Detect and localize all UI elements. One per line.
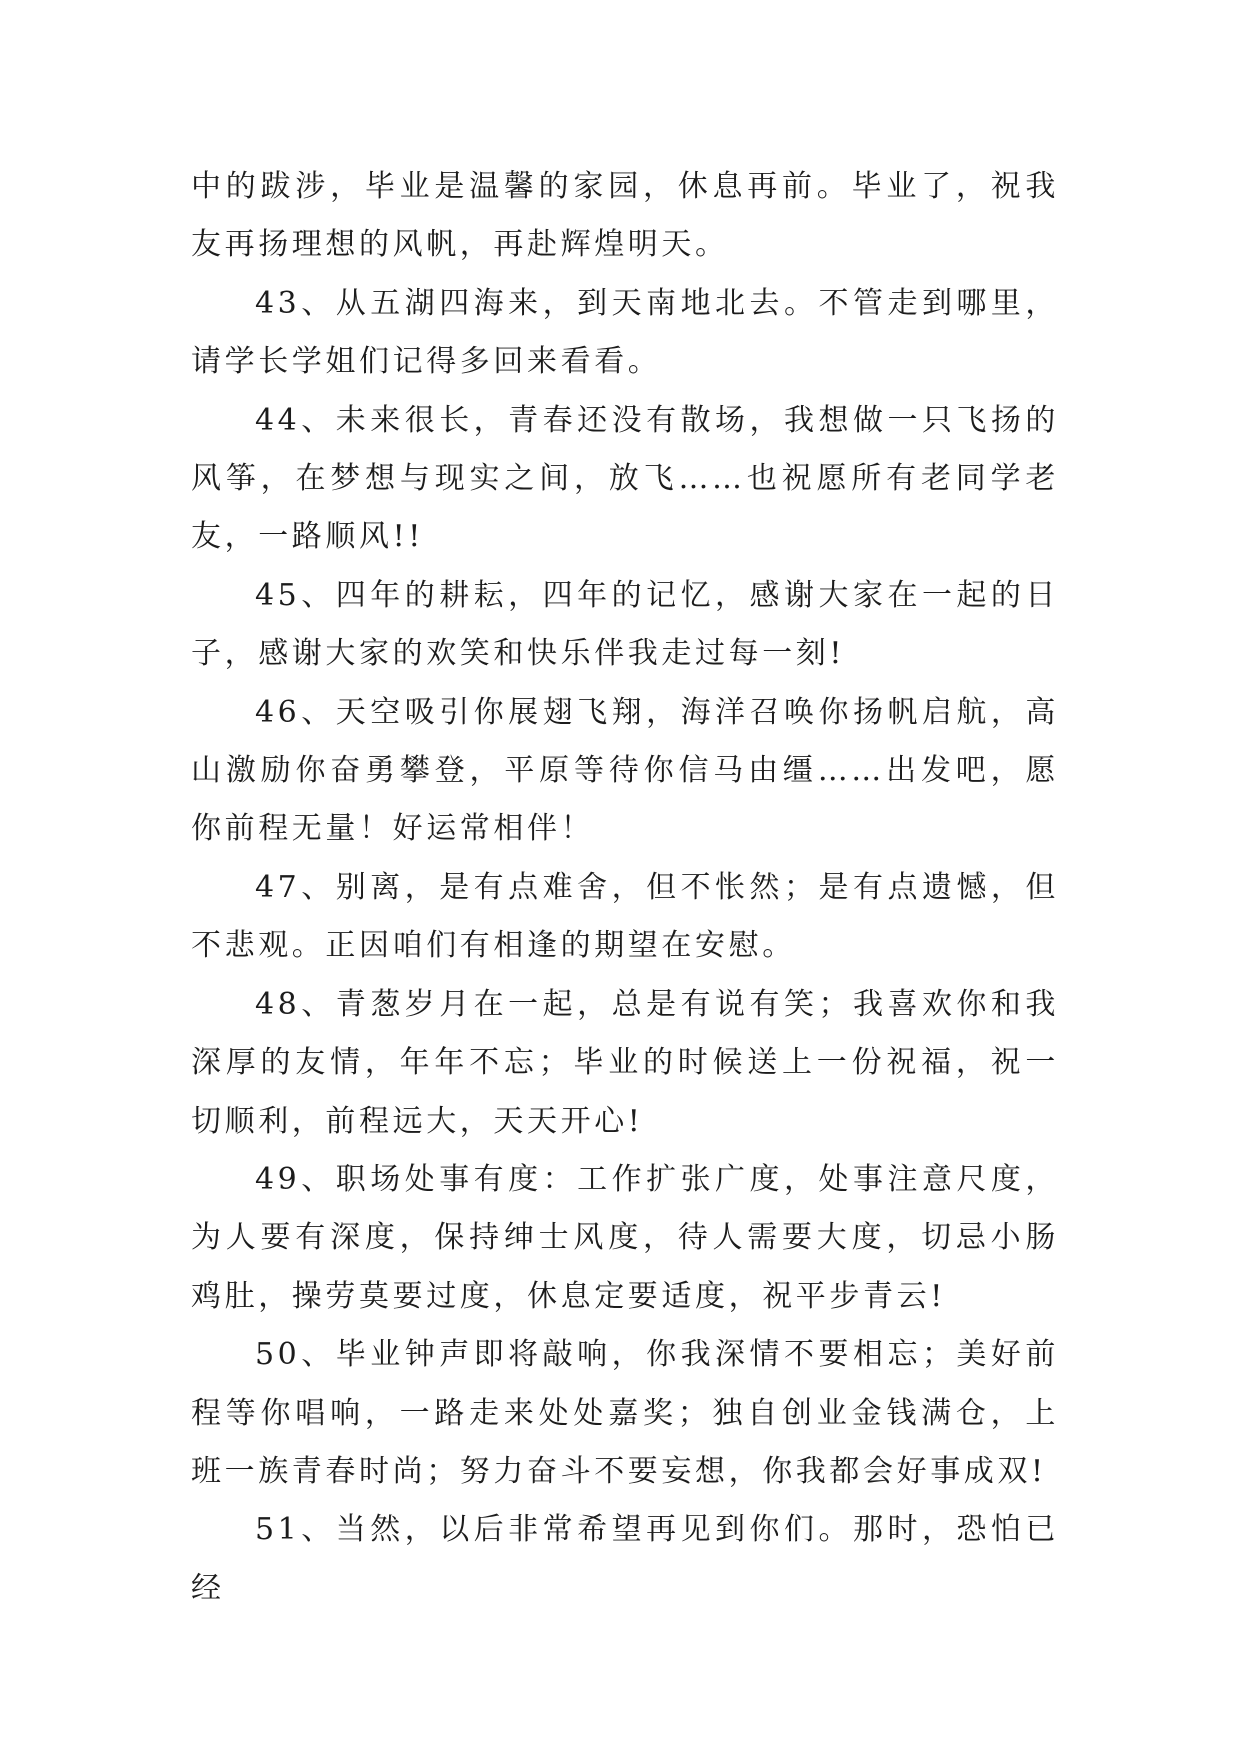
paragraph-51: 51、当然，以后非常希望再见到你们。那时，恐怕已经 [191,1512,1059,1606]
paragraph-47: 47、别离，是有点难舍，但不怅然；是有点遗憾，但不悲观。正因咱们有相逢的期望在安慰。 [191,869,1059,964]
paragraph-48: 48、青葱岁月在一起，总是有说有笑；我喜欢你和我深厚的友情，年年不忘；毕业的时候送上一份祝福，祝一切顺利，前程远大，天天开心! [191,986,1059,1139]
paragraph-49: 49、职场处事有度：工作扩张广度，处事注意尺度，为人要有深度，保持绅士风度，待人需要大度，切忌小肠鸡肚，操劳莫要过度，休息定要适度，祝平步青云! [191,1161,1059,1314]
paragraph-45: 45、四年的耕耘，四年的记忆，感谢大家在一起的日子，感谢大家的欢笑和快乐伴我走过每一刻! [191,577,1059,672]
paragraph-continuation: 中的跋涉，毕业是温馨的家园，休息再前。毕业了，祝我友再扬理想的风帆，再赴辉煌明天。 [191,169,1059,263]
paragraph-44: 44、未来很长，青春还没有散场，我想做一只飞扬的风筝，在梦想与现实之间，放飞……也祝愿所有老同学老友，一路顺风!! [191,402,1059,555]
paragraph-43: 43、从五湖四海来，到天南地北去。不管走到哪里，请学长学姐们记得多回来看看。 [191,285,1059,380]
document-body [191,158,1059,1618]
paragraph-46: 46、天空吸引你展翅飞翔，海洋召唤你扬帆启航，高山激励你奋勇攀登，平原等待你信马由缰……出发吧，愿你前程无量！好运常相伴！ [191,694,1059,847]
paragraph-50: 50、毕业钟声即将敲响，你我深情不要相忘；美好前程等你唱响，一路走来处处嘉奖；独自创业金钱满仓，上班一族青春时尚；努力奋斗不要妄想，你我都会好事成双! [191,1337,1059,1489]
